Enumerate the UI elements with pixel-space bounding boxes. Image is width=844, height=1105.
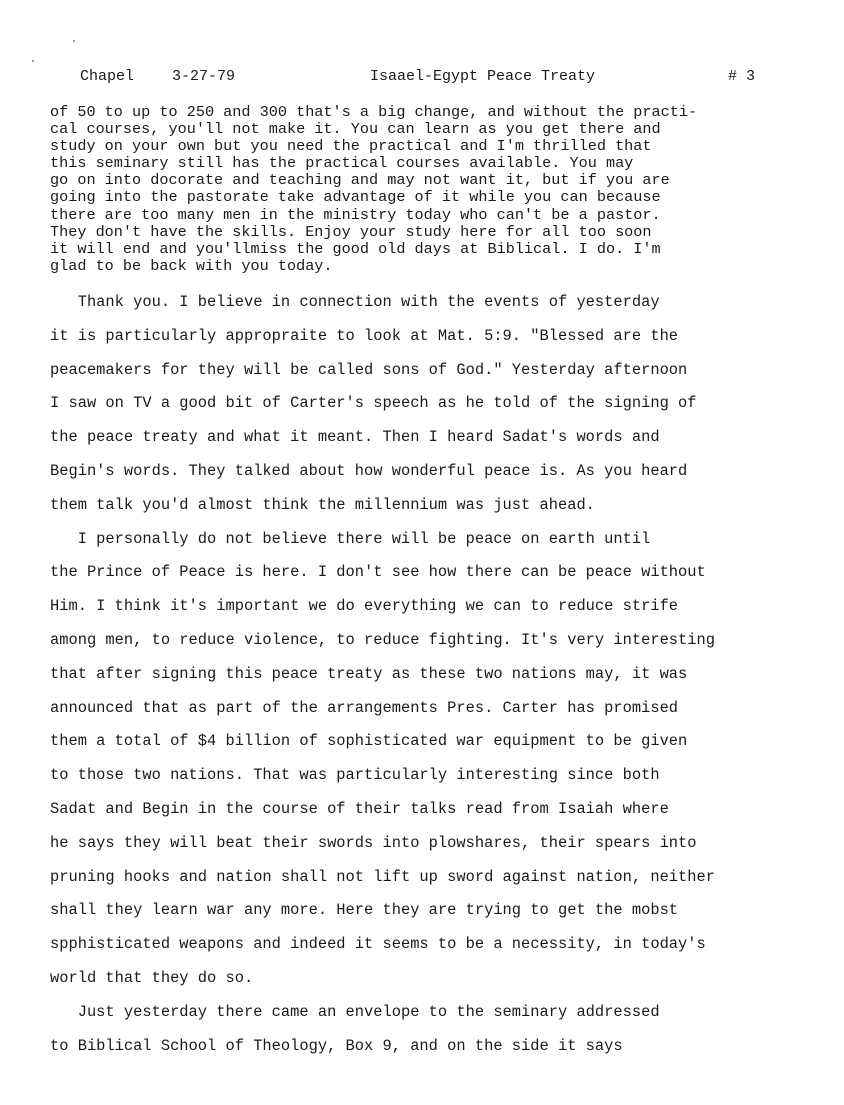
text-line: announced that as part of the arrangements Pres. Carter has promised: [50, 698, 679, 717]
text-line: Thank you. I believe in connection with the events of yesterday: [50, 293, 660, 311]
text-line: I personally do not believe there will be peace on earth until: [50, 529, 651, 548]
text-line: going into the pastorate take advantage of it while you can because: [50, 188, 661, 207]
paragraph-thank-you: [50, 286, 697, 523]
text-line: pruning hooks and nation shall not lift up sword against nation, neither: [50, 867, 715, 886]
text-line: it is particularly appropraite to look at Mat. 5:9. "Blessed are the: [50, 326, 679, 345]
paragraph-prince-of-peace: [50, 523, 715, 996]
header-chapel: Chapel: [80, 68, 135, 85]
text-line: study on your own but you need the practical and I'm thrilled that: [50, 137, 652, 156]
header-title: Isaael-Egypt Peace Treaty: [370, 68, 596, 85]
text-line: world that they do so.: [50, 968, 254, 987]
page-header: [80, 68, 770, 90]
text-line: the peace treaty and what it meant. Then I heard Sadat's words and: [50, 428, 660, 447]
text-line: peacemakers for they will be called sons of God." Yesterday afternoon: [50, 360, 688, 379]
header-page-number: # 3: [728, 68, 756, 85]
text-line: shall they learn war any more. Here they are trying to get the mobst: [50, 901, 679, 920]
text-line: among men, to reduce violence, to reduce fighting. It's very interesting: [50, 630, 715, 649]
text-line: to those two nations. That was particularly interesting since both: [50, 766, 660, 785]
text-line: Sadat and Begin in the course of their talks read from Isaiah where: [50, 799, 669, 818]
text-line: he says they will beat their swords into plowshares, their spears into: [50, 833, 697, 852]
text-line: that after signing this peace treaty as these two nations may, it was: [50, 664, 688, 683]
text-line: go on into docorate and teaching and may not want it, but if you are: [50, 171, 670, 190]
scan-speck: [32, 60, 34, 62]
paragraph-envelope: [50, 996, 660, 1064]
text-line: spphisticated weapons and indeed it seems to be a necessity, in today's: [50, 935, 706, 954]
text-line: there are too many men in the ministry today who can't be a pastor.: [50, 205, 661, 224]
text-line: Begin's words. They talked about how wonderful peace is. As you heard: [50, 461, 688, 480]
text-line: glad to be back with you today.: [50, 256, 333, 275]
intro-paragraph: [50, 104, 790, 275]
text-line: it will end and you'llmiss the good old days at Biblical. I do. I'm: [50, 239, 661, 258]
text-line: to Biblical School of Theology, Box 9, and on the side it says: [50, 1036, 623, 1055]
text-line: this seminary still has the practical courses available. You may: [50, 154, 634, 173]
text-line: them a total of $4 billion of sophisticated war equipment to be given: [50, 732, 688, 751]
header-date: 3-27-79: [172, 68, 236, 85]
text-line: They don't have the skills. Enjoy your study here for all too soon: [50, 222, 652, 241]
text-line: the Prince of Peace is here. I don't see how there can be peace without: [50, 563, 706, 582]
text-line: Him. I think it's important we do everything we can to reduce strife: [50, 597, 679, 616]
scan-speck: [73, 40, 75, 42]
text-line: cal courses, you'll not make it. You can learn as you get there and: [50, 120, 661, 139]
text-line: them talk you'd almost think the millennium was just ahead.: [50, 495, 595, 514]
text-line: I saw on TV a good bit of Carter's speech as he told of the signing of: [50, 394, 697, 413]
text-line: Just yesterday there came an envelope to the seminary addressed: [50, 1002, 660, 1021]
text-line: of 50 to up to 250 and 300 that's a big change, and without the practi-: [50, 103, 698, 121]
